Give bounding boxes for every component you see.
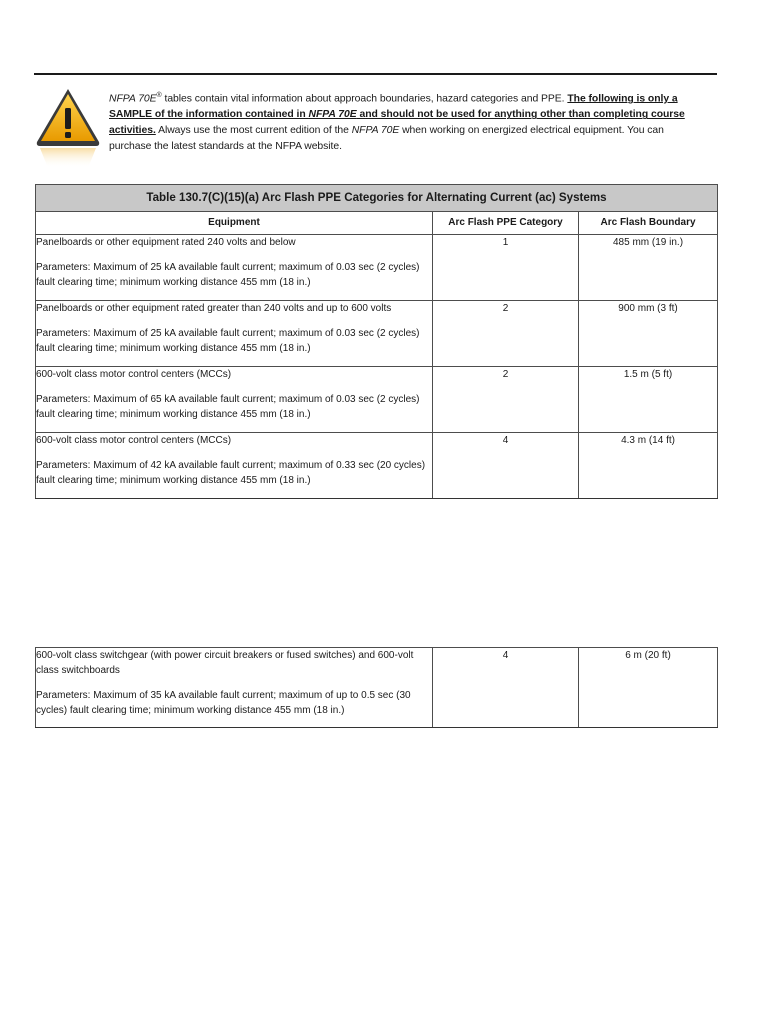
table-row: [36, 367, 718, 433]
arc-flash-boundary: 900 mm (3 ft): [579, 301, 718, 367]
header-equipment: Equipment: [36, 212, 433, 235]
equipment-name: Panelboards or other equipment rated 240 volts and below: [36, 237, 296, 248]
ppe-category: 4: [433, 648, 579, 728]
arc-flash-boundary: 485 mm (19 in.): [579, 235, 718, 301]
arc-flash-table: [35, 184, 718, 499]
header-category: Arc Flash PPE Category: [433, 212, 579, 235]
table-title: Table 130.7(C)(15)(a) Arc Flash PPE Categories for Alternating Current (ac) Systems: [36, 185, 718, 212]
header-boundary: Arc Flash Boundary: [579, 212, 718, 235]
equipment-parameters: Parameters: Maximum of 25 kA available fault current; maximum of 0.03 sec (2 cycles) fault clearing time; minimum working distance 455 mm (18 in.): [36, 262, 420, 288]
equipment-name: 600-volt class switchgear (with power circuit breakers or fused switches) and 600-volt class switchboards: [36, 650, 414, 676]
table-row: [36, 301, 718, 367]
equipment-parameters: Parameters: Maximum of 42 kA available fault current; maximum of 0.33 sec (20 cycles) fault clearing time; minimum working distance 455 mm (18 in.): [36, 460, 426, 486]
table-row: [36, 433, 718, 499]
notice-section: [34, 86, 717, 172]
ppe-category: 2: [433, 367, 579, 433]
equipment-parameters: Parameters: Maximum of 25 kA available fault current; maximum of 0.03 sec (2 cycles) fault clearing time; minimum working distance 455 mm (18 in.): [36, 328, 420, 354]
warning-triangle-icon: [34, 86, 102, 170]
equipment-parameters: Parameters: Maximum of 65 kA available fault current; maximum of 0.03 sec (2 cycles) fault clearing time; minimum working distance 455 mm (18 in.): [36, 394, 420, 420]
ppe-category: 1: [433, 235, 579, 301]
equipment-name: 600-volt class motor control centers (MCCs): [36, 369, 232, 380]
ppe-category: 4: [433, 433, 579, 499]
arc-flash-boundary: 1.5 m (5 ft): [579, 367, 718, 433]
table-row: [36, 235, 718, 301]
table-row: [36, 648, 718, 728]
equipment-parameters: Parameters: Maximum of 35 kA available fault current; maximum of up to 0.5 sec (30 cycles) fault clearing time; minimum working distance 455 mm (18 in.): [36, 690, 411, 716]
equipment-name: Panelboards or other equipment rated greater than 240 volts and up to 600 volts: [36, 303, 392, 314]
equipment-name: 600-volt class motor control centers (MCCs): [36, 435, 232, 446]
arc-flash-boundary: 6 m (20 ft): [579, 648, 718, 728]
nfpa-italic: NFPA 70E: [109, 93, 157, 105]
top-divider: [34, 73, 717, 75]
arc-flash-boundary: 4.3 m (14 ft): [579, 433, 718, 499]
arc-flash-table-continued: [35, 647, 718, 728]
ppe-category: 2: [433, 301, 579, 367]
notice-paragraph: NFPA 70E® tables contain vital information about approach boundaries, hazard categories and PPE. The following is only a SAMPLE of the information contained in NFPA 70E and should not be used for anything other than completing course activities. Always use the most current edition of the NFPA 70E when working on energized electrical equipment. You can purchase the latest standards at the NFPA website.: [109, 92, 685, 153]
